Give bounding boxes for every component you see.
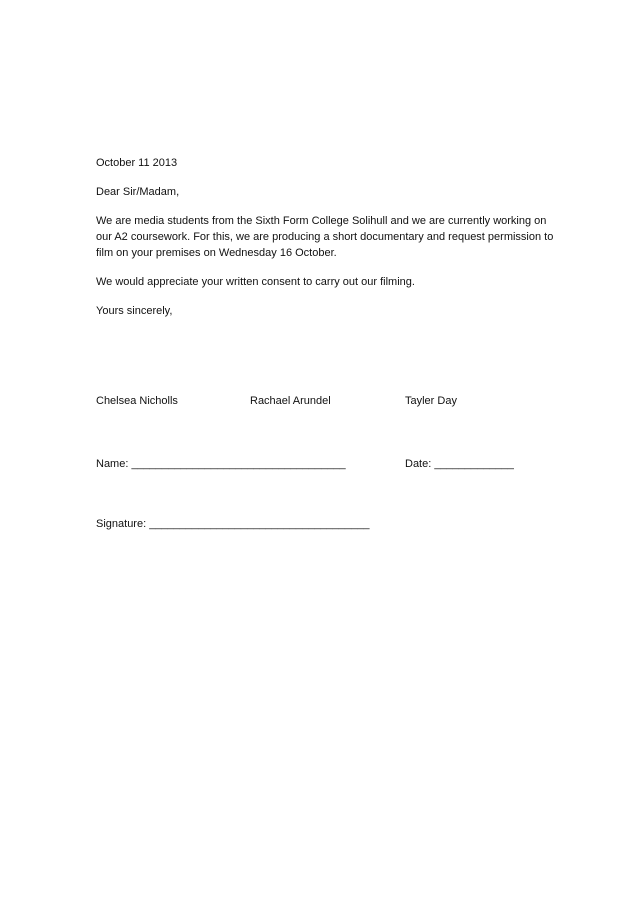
- date-field-line: Date: _____________: [405, 458, 514, 470]
- signature-row: [96, 516, 556, 532]
- signatory-name: Tayler Day: [405, 395, 457, 407]
- signature-field-line: Signature: ____________________________________: [96, 518, 370, 530]
- signatories-row: [96, 393, 556, 409]
- paragraph-consent: We would appreciate your written consent to carry out our filming.: [96, 276, 415, 288]
- paragraph-request: We are media students from the Sixth Form College Solihull and we are currently working on our A2 coursework. For this, we are producing a short documentary and request permission to film on your premises on Wednesday 16 October.: [96, 215, 554, 259]
- salutation: Dear Sir/Madam,: [96, 186, 180, 198]
- letter-body: [96, 155, 556, 319]
- name-field-line: Name: ___________________________________: [96, 458, 346, 470]
- closing: Yours sincerely,: [96, 305, 173, 317]
- signatory-name: Chelsea Nicholls: [96, 395, 178, 407]
- name-date-row: [96, 456, 556, 472]
- signatory-name: Rachael Arundel: [250, 395, 331, 407]
- letter-date: October 11 2013: [96, 157, 178, 169]
